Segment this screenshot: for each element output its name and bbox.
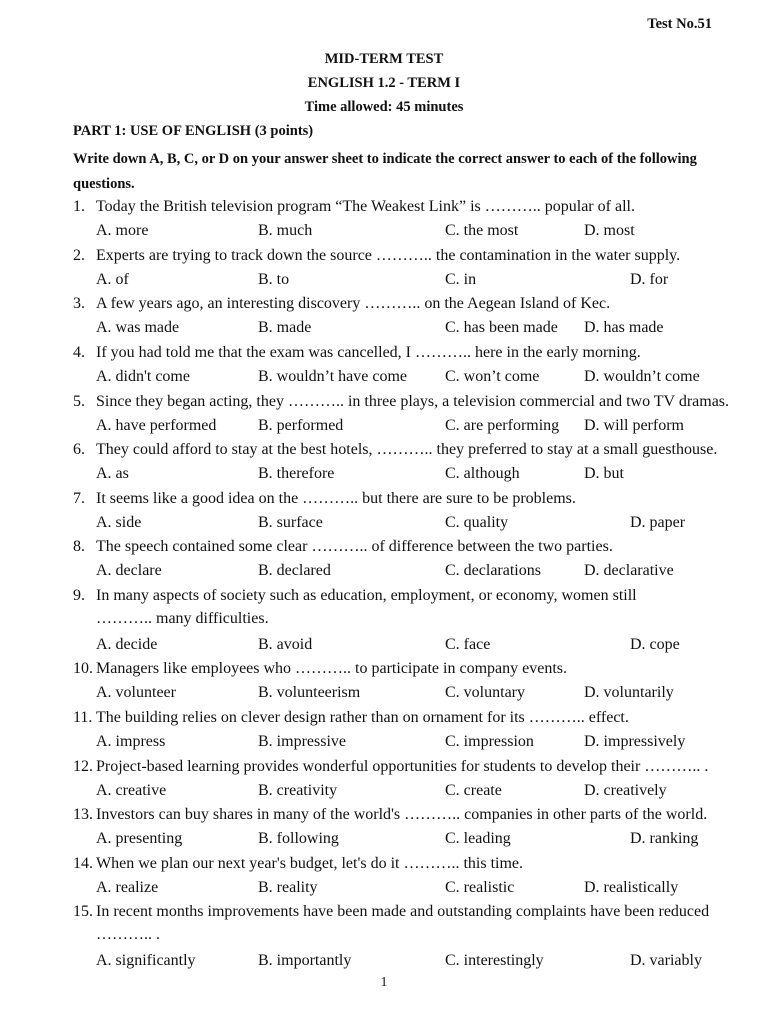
answer-option-c: C. create [445,782,502,799]
question-number: 9. [73,587,85,604]
course-subtitle: ENGLISH 1.2 - TERM I [307,75,461,91]
answer-option-a: A. impress [96,733,166,750]
part-instructions: Write down A, B, C, or D on your answer sheet to indicate the correct answer to each of the following questions. [73,151,697,192]
answer-option-c: C. face [445,636,491,653]
question-number: 2. [73,247,85,264]
answer-option-b: B. declared [258,562,331,579]
question-7 [73,489,576,509]
question-text: In many aspects of society such as education, employment, or economy, women still [96,587,637,604]
answer-option-d: D. has made [584,319,664,336]
answer-option-d: D. paper [630,514,686,531]
answer-option-b: B. reality [258,879,318,896]
answer-option-a: A. side [96,514,142,531]
question-text: When we plan our next year's budget, let's do it ……….. this time. [96,855,524,872]
answer-option-b: B. therefore [258,465,335,482]
answer-option-c: C. realistic [445,879,515,896]
question-4 [73,343,641,363]
question-text: The speech contained some clear ……….. of difference between the two parties. [96,538,613,555]
question-number: 4. [73,344,85,361]
question-number: 11. [73,709,93,726]
answer-option-c: C. although [445,465,520,482]
answer-option-b: B. much [258,222,313,239]
question-number: 1. [73,198,85,215]
question-number: 3. [73,295,85,312]
answer-option-a: A. creative [96,782,167,799]
question-5 [73,392,729,412]
question-text: They could afford to stay at the best hotels, ……….. they preferred to stay at a small guesthouse. [96,441,718,458]
question-6 [73,440,717,460]
answer-option-a: A. decide [96,636,158,653]
question-12 [73,757,708,777]
question-text: If you had told me that the exam was cancelled, I ……….. here in the early morning. [96,344,641,361]
answer-option-d: D. will perform [584,417,684,434]
question-text-continued: ……….. . [96,926,160,943]
question-13 [73,805,707,825]
question-text: A few years ago, an interesting discovery ……….. on the Aegean Island of Kec. [96,295,611,312]
answer-option-d: D. ranking [630,830,699,847]
test-title: MID-TERM TEST [324,51,444,67]
answer-option-d: D. realistically [584,879,679,896]
question-14 [73,854,523,874]
answer-option-c: C. declarations [445,562,541,579]
answer-option-b: B. wouldn’t have come [258,368,408,385]
answer-option-d: D. creatively [584,782,667,799]
question-2 [73,246,680,266]
answer-option-a: A. more [96,222,149,239]
answer-option-c: C. interestingly [445,952,544,969]
answer-option-b: B. performed [258,417,344,434]
answer-option-d: D. for [630,271,669,288]
answer-option-d: D. wouldn’t come [584,368,700,385]
question-text: It seems like a good idea on the ……….. but there are sure to be problems. [96,490,576,507]
answer-option-a: A. of [96,271,129,288]
page-number: 1 [380,974,388,989]
question-text: Since they began acting, they ……….. in three plays, a television commercial and two TV dramas. [96,393,730,410]
answer-option-a: A. presenting [96,830,183,847]
question-number: 8. [73,538,85,555]
test-number: Test No.51 [647,16,712,32]
question-number: 12. [73,758,93,775]
question-10 [73,659,567,679]
answer-option-d: D. variably [630,952,702,969]
answer-option-a: A. as [96,465,129,482]
answer-option-b: B. surface [258,514,323,531]
answer-option-a: A. realize [96,879,159,896]
answer-option-b: B. avoid [258,636,313,653]
answer-option-a: A. significantly [96,952,196,969]
answer-option-b: B. creativity [258,782,338,799]
answer-option-c: C. in [445,271,477,288]
answer-option-b: B. made [258,319,312,336]
answer-option-a: A. didn't come [96,368,190,385]
answer-option-d: D. voluntarily [584,684,674,701]
question-text: In recent months improvements have been made and outstanding complaints have been reduced [96,903,710,920]
answer-option-c: C. the most [445,222,519,239]
answer-option-c: C. leading [445,830,511,847]
question-number: 14. [73,855,93,872]
answer-option-d: D. most [584,222,635,239]
question-3 [73,294,610,314]
answer-option-b: B. to [258,271,290,288]
answer-option-d: D. declarative [584,562,674,579]
answer-option-b: B. impressive [258,733,346,750]
answer-option-c: C. voluntary [445,684,525,701]
answer-option-c: C. impression [445,733,534,750]
question-9 [73,586,637,606]
answer-option-d: D. but [584,465,624,482]
answer-option-b: B. importantly [258,952,352,969]
answer-option-c: C. quality [445,514,509,531]
question-text: Project-based learning provides wonderful opportunities for students to develop their ……….. . [96,758,709,775]
time-allowed: Time allowed: 45 minutes [304,99,464,115]
answer-option-a: A. volunteer [96,684,176,701]
answer-option-a: A. declare [96,562,162,579]
question-text-continued: ……….. many difficulties. [96,610,269,627]
question-1 [73,197,635,217]
question-text: The building relies on clever design rather than on ornament for its ……….. effect. [96,709,629,726]
question-11 [73,708,629,728]
question-number: 5. [73,393,85,410]
answer-option-b: B. volunteerism [258,684,361,701]
answer-option-a: A. have performed [96,417,217,434]
answer-option-c: C. won’t come [445,368,540,385]
answer-option-d: D. cope [630,636,680,653]
part-title: PART 1: USE OF ENGLISH (3 points) [73,123,314,139]
question-number: 6. [73,441,85,458]
answer-option-a: A. was made [96,319,180,336]
question-8 [73,537,613,557]
question-15 [73,902,709,922]
question-text: Today the British television program “The Weakest Link” is ……….. popular of all. [96,198,635,215]
answer-option-c: C. are performing [445,417,560,434]
answer-option-d: D. impressively [584,733,686,750]
answer-option-b: B. following [258,830,339,847]
question-number: 15. [73,903,93,920]
question-number: 10. [73,660,93,677]
question-text: Managers like employees who ……….. to participate in company events. [96,660,567,677]
question-number: 13. [73,806,93,823]
answer-option-c: C. has been made [445,319,558,336]
question-text: Investors can buy shares in many of the world's ……….. companies in other parts of the world. [96,806,708,823]
question-number: 7. [73,490,85,507]
question-text: Experts are trying to track down the source ……….. the contamination in the water supply. [96,247,681,264]
